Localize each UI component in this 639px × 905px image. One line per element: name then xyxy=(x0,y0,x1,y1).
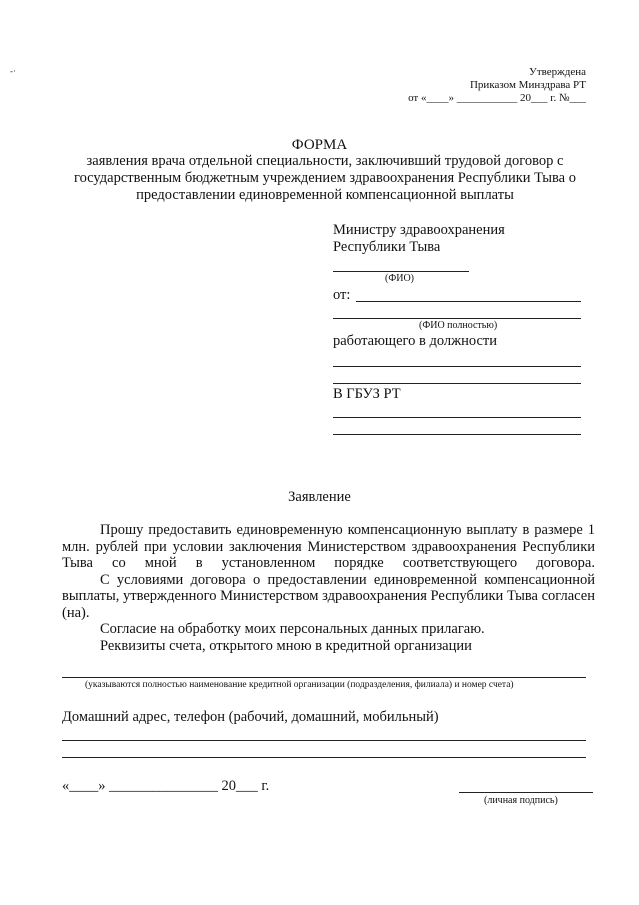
form-subtitle: заявления врача отдельной специальности, заключивший трудовой договор с государственным бюджетным учреждением здравоохранения Республики Тыва о предоставлении единовременной компенсационной выплаты xyxy=(73,153,576,203)
fio-full-line[interactable] xyxy=(333,318,581,319)
statement-paragraph-2: С условиями договора о предоставлении единовременной компенсационной выплаты, утвержденного Министерством здравоохранения Республики Тыва согласен (на). xyxy=(62,571,595,621)
statement-paragraph-4: Реквизиты счета, открытого мною в кредитной организации xyxy=(100,637,472,654)
position-line-1[interactable] xyxy=(333,366,581,367)
statement-paragraph-3: Согласие на обработку моих персональных данных прилагаю. xyxy=(100,621,485,637)
signature-line[interactable] xyxy=(459,792,593,793)
signature-caption: (личная подпись) xyxy=(484,795,558,806)
home-address-label: Домашний адрес, телефон (рабочий, домашний, мобильный) xyxy=(62,709,439,725)
date-line: «____» _______________ 20___ г. xyxy=(62,778,270,794)
statement-paragraph-1: Прошу предоставить единовременную компенсационную выплату в размере 1 млн. рублей при условии заключения Министерством здравоохранения Республики Тыва со мной в установленном порядке соответствующего договора. xyxy=(62,522,595,571)
from-label: от: xyxy=(333,287,351,303)
bank-details-line[interactable] xyxy=(62,677,586,678)
statement-body xyxy=(62,522,595,654)
institution-label: В ГБУЗ РТ xyxy=(333,386,401,402)
approval-line-1: Утверждена xyxy=(529,66,586,78)
addressee-block xyxy=(333,222,505,256)
form-title: ФОРМА xyxy=(291,137,348,153)
statement-heading: Заявление xyxy=(288,489,351,505)
home-address-line-2[interactable] xyxy=(62,757,586,758)
approval-block xyxy=(408,66,586,105)
home-address-line-1[interactable] xyxy=(62,740,586,741)
position-line-2[interactable] xyxy=(333,383,581,384)
bank-caption: (указываются полностью наименование кредитной организации (подразделения, филиала) и номер счета) xyxy=(85,680,514,690)
addressee-line-2: Республики Тыва xyxy=(333,239,441,255)
fio-full-caption: (ФИО полностью) xyxy=(419,320,498,331)
institution-line-1[interactable] xyxy=(333,417,581,418)
approval-line-2: Приказом Минздрава РТ xyxy=(469,79,586,91)
institution-line-2[interactable] xyxy=(333,434,581,435)
fio-short-line[interactable] xyxy=(333,271,469,272)
margin-mark: -· xyxy=(10,66,16,76)
from-line[interactable] xyxy=(356,301,581,302)
position-label: работающего в должности xyxy=(333,333,498,349)
approval-line-3: от «____» ___________ 20___ г. №___ xyxy=(408,92,586,104)
fio-caption: (ФИО) xyxy=(385,273,415,284)
addressee-line-1: Министру здравоохранения xyxy=(333,222,505,238)
